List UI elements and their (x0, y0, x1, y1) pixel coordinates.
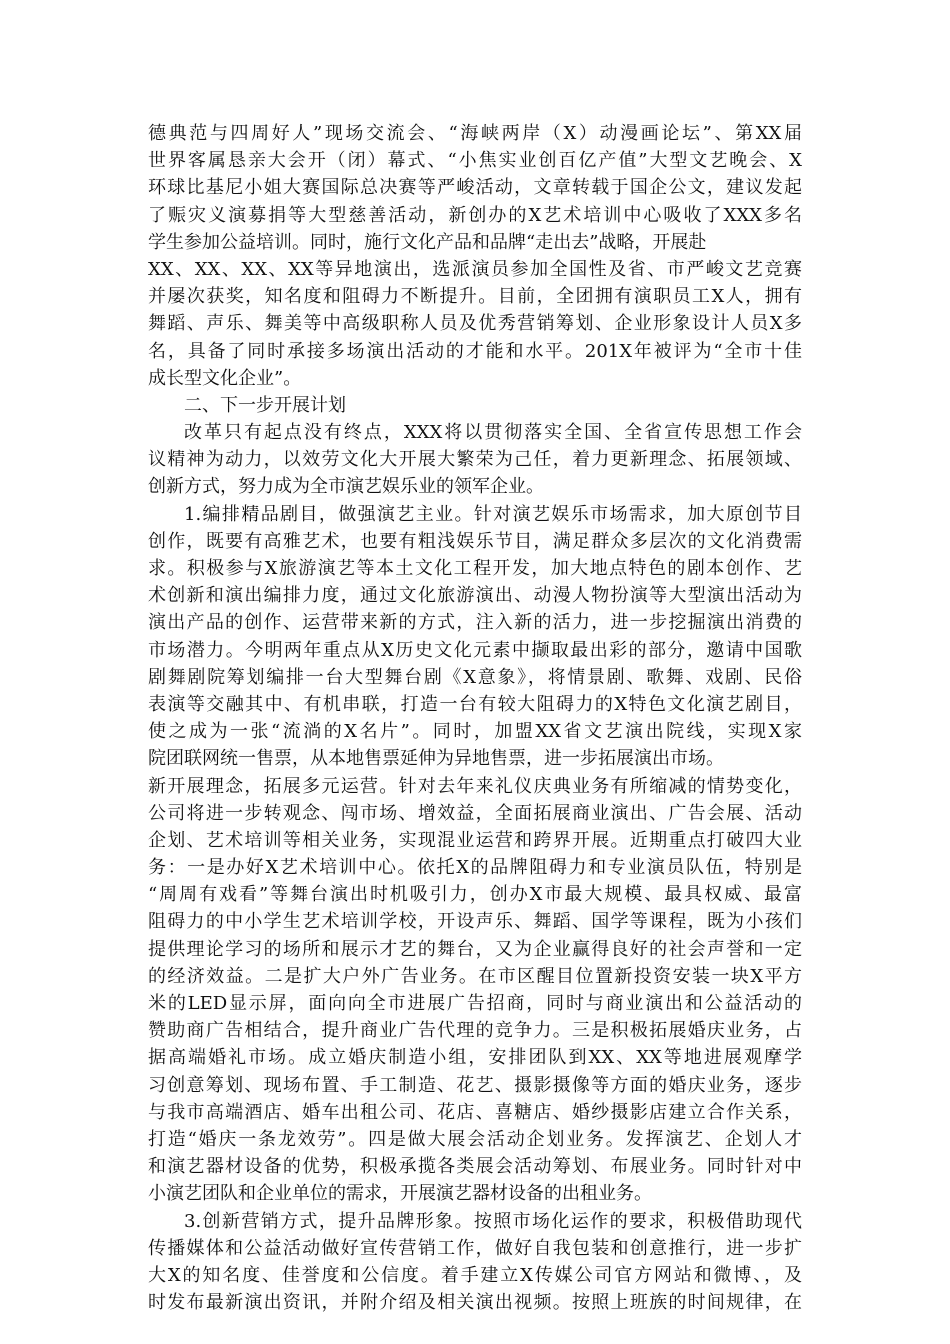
text-line: 环球比基尼小姐大赛国际总决赛等严峻活动，文章转载于国企公文，建议发起 (148, 177, 802, 199)
text-line: 与我市高端酒店、婚车出租公司、花店、喜糖店、婚纱摄影店建立合作关系， (148, 1101, 802, 1123)
text-line: 传播媒体和公益活动做好宣传营销工作，做好自我包装和创意推行，进一步扩 (148, 1237, 802, 1259)
text-line: 舞蹈、声乐、舞美等中高级职称人员及优秀营销筹划、企业形象设计人员X多 (148, 313, 802, 335)
text-line: 打造“婚庆一条龙效劳”。四是做大展会活动企划业务。发挥演艺、企划人才 (148, 1128, 802, 1150)
body-text (148, 120, 802, 1316)
text-line: 务：一是办好X艺术培训中心。依托X的品牌阻碍力和专业演员队伍，特别是 (148, 857, 802, 879)
text-line: 名，具备了同时承接多场演出活动的才能和水平。201X年被评为“全市十佳 (148, 340, 802, 362)
text-line: 求。积极参与X旅游演艺等本土文化工程开发，加大地点特色的剧本创作、艺 (148, 558, 802, 579)
text-line: 小演艺团队和企业单位的需求，开展演艺器材设备的出租业务。 (148, 1183, 652, 1205)
text-line: 1.编排精品剧目，做强演艺主业。针对演艺娱乐市场需求，加大原创节目 (184, 503, 802, 525)
text-line: 公司将进一步转观念、闯市场、增效益，全面拓展商业演出、广告会展、活动 (148, 802, 802, 824)
text-line: 时发布最新演出资讯，并附介绍及相关演出视频。按照上班族的时间规律，在 (148, 1292, 802, 1314)
section-heading: 二、下一步开展计划 (184, 394, 346, 416)
text-line: 3.创新营销方式，提升品牌形象。按照市场化运作的要求，积极借助现代 (184, 1210, 802, 1232)
text-line: 的经济效益。二是扩大户外广告业务。在市区醒目位置新投资安装一块X平方 (148, 965, 802, 987)
text-line: 使之成为一张“流淌的X名片”。同时，加盟XX省文艺演出院线，实现X家 (148, 721, 802, 743)
text-line: XX、XX、XX、XX等异地演出，选派演员参加全国性及省、市严峻文艺竞赛 (148, 258, 802, 280)
text-line: 阻碍力的中小学生艺术培训学校，开设声乐、舞蹈、国学等课程，既为小孩们 (148, 911, 802, 933)
text-line: 赞助商广告相结合，提升商业广告代理的竞争力。三是积极拓展婚庆业务，占 (148, 1020, 802, 1042)
text-line: 创作，既要有高雅艺术，也要有粗浅娱乐节目，满足群众多层次的文化消费需 (148, 530, 802, 552)
text-line: “周周有戏看”等舞台演出时机吸引力，创办X市最大规模、最具权威、最富 (148, 884, 802, 906)
text-line: 术创新和演出编排力度，通过文化旅游演出、动漫人物扮演等大型演出活动为 (148, 585, 802, 607)
text-line: 议精神为动力，以效劳文化大开展大繁荣为己任，着力更新理念、拓展领域、 (148, 449, 802, 471)
text-line: 改革只有起点没有终点，XXX将以贯彻落实全国、全省宣传思想工作会 (184, 422, 802, 444)
text-line: 表演等交融其中、有机串联，打造一台有较大阻碍力的X特色文化演艺剧目， (148, 693, 802, 715)
text-line: 世界客属恳亲大会开（闭）幕式、“小焦实业创百亿产值”大型文艺晚会、X (148, 150, 802, 172)
text-line: 新开展理念，拓展多元运营。针对去年来礼仪庆典业务有所缩减的情势变化， (148, 775, 802, 797)
text-line: 企划、艺术培训等相关业务，实现混业运营和跨界开展。近期重点打破四大业 (148, 829, 802, 851)
text-line: 市场潜力。今明两年重点从X历史文化元素中撷取最出彩的部分，邀请中国歌 (148, 639, 802, 661)
text-line: 演出产品的创作、运营带来新的方式，注入新的活力，进一步挖掘演出消费的 (148, 612, 802, 634)
text-line: 德典范与四周好人”现场交流会、“海峡两岸（X）动漫画论坛”、第XX届 (148, 123, 802, 144)
text-line: 成长型文化企业”。 (148, 367, 302, 389)
text-line: 和演艺器材设备的优势，积极承揽各类展会活动筹划、布展业务。同时针对中 (148, 1156, 802, 1178)
text-line: 了赈灾义演募捐等大型慈善活动，新创办的X艺术培训中心吸收了XXX多名 (148, 204, 802, 226)
text-line: 习创意筹划、现场布置、手工制造、花艺、摄影摄像等方面的婚庆业务，逐步 (148, 1074, 802, 1096)
text-line: 院团联网统一售票，从本地售票延伸为异地售票，进一步拓展演出市场。 (148, 748, 724, 770)
text-line: 据高端婚礼市场。成立婚庆制造小组，安排团队到XX、XX等地进展观摩学 (148, 1047, 802, 1069)
text-line: 并屡次获奖，知名度和阻碍力不断提升。目前，全团拥有演职员工X人，拥有 (148, 286, 802, 308)
text-line: 剧舞剧院筹划编排一台大型舞台剧《X意象》，将情景剧、歌舞、戏剧、民俗 (148, 666, 802, 688)
text-line: 大X的知名度、佳誉度和公信度。着手建立X传媒公司官方网站和微博、，及 (148, 1264, 802, 1286)
text-line: 创新方式，努力成为全市演艺娱乐业的领军企业。 (148, 476, 544, 498)
text-line: 提供理论学习的场所和展示才艺的舞台，又为企业赢得良好的社会声誉和一定 (148, 938, 802, 960)
text-line: 学生参加公益培训。同时，施行文化产品和品牌“走出去”战略，开展赴 (148, 231, 707, 253)
text-line: 米的LED显示屏，面向向全市进展广告招商，同时与商业演出和公益活动的 (148, 993, 802, 1014)
